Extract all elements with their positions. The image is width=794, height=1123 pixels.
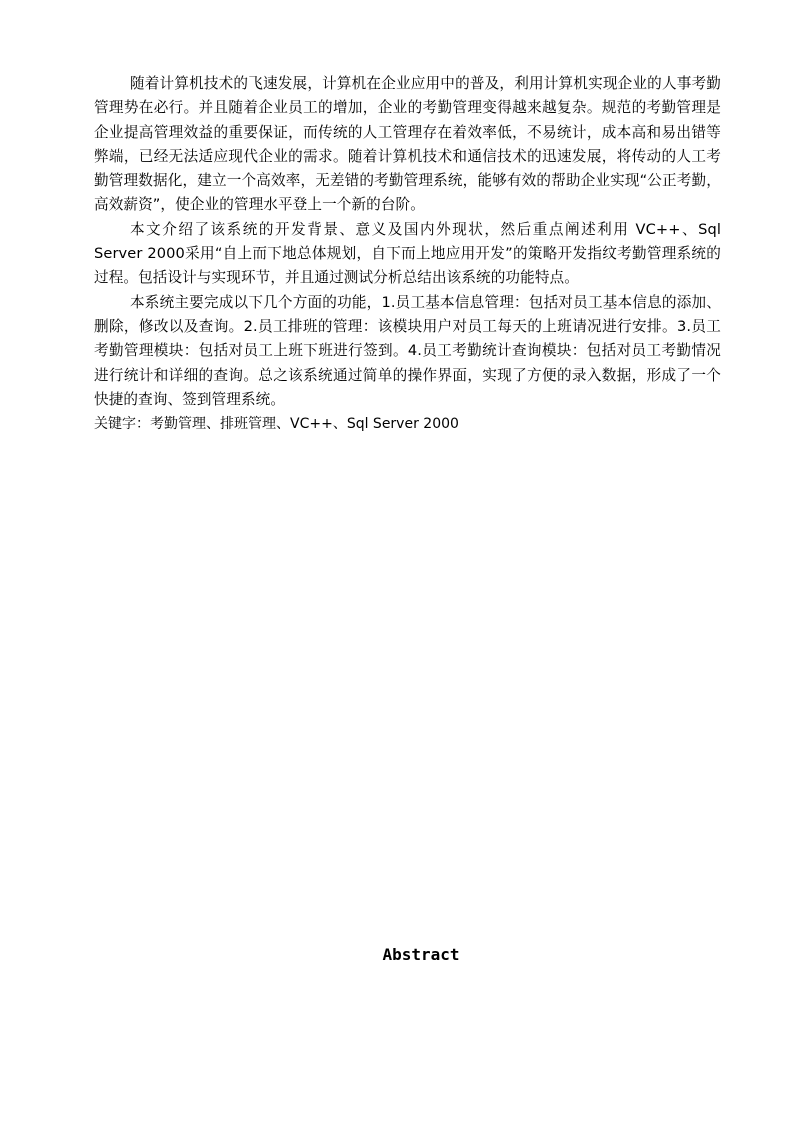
paragraph-background: 随着计算机技术的飞速发展，计算机在企业应用中的普及，利用计算机实现企业的人事考勤管理势在必行。并且随着企业员工的增加，企业的考勤管理变得越来越复杂。规范的考勤管理是企业提高管理效益的重要保证，而传统的人工管理存在着效率低，不易统计，成本高和易出错等弊端，已经无法适应现代企业的需求。随着计算机技术和通信技术的迅速发展，将传动的人工考勤管理数据化，建立一个高效率，无差错的考勤管理系统，能够有效的帮助企业实现“公正考勤，高效薪资”，使企业的管理水平登上一个新的台阶。	[94, 75, 721, 214]
abstract-body	[94, 72, 721, 436]
keywords-line: 关键字：考勤管理、排班管理、VC++、Sql Server 2000	[94, 416, 459, 433]
abstract-heading: Abstract	[382, 945, 460, 964]
paragraph-introduction: 本文介绍了该系统的开发背景、意义及国内外现状，然后重点阐述利用 VC++、Sql Server 2000采用“自上而下地总体规划，自下而上地应用开发”的策略开发指纹考勤管理系统的过程。包括设计与实现环节，并且通过测试分析总结出该系统的功能特点。	[94, 220, 721, 287]
paragraph-functions: 本系统主要完成以下几个方面的功能，1.员工基本信息管理：包括对员工基本信息的添加、删除，修改以及查询。2.员工排班的管理：该模块用户对员工每天的上班请况进行安排。3.员工考勤管理模块：包括对员工上班下班进行签到。4.员工考勤统计查询模块：包括对员工考勤情况进行统计和详细的查询。总之该系统通过简单的操作界面，实现了方便的录入数据，形成了一个快捷的查询、签到管理系统。	[94, 293, 721, 408]
